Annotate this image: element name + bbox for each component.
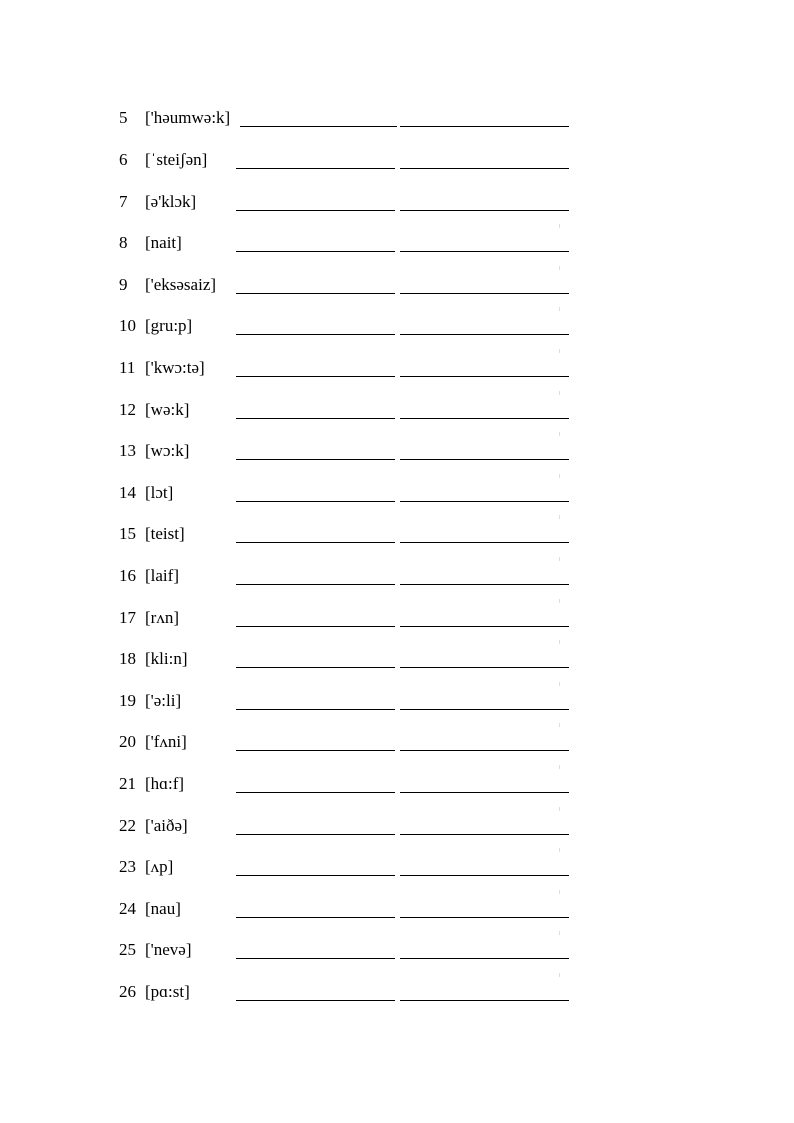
phonetic-transcription: [gru:p]	[145, 316, 193, 335]
answer-blank-word[interactable]	[236, 834, 395, 835]
answer-blank-word[interactable]	[236, 210, 395, 211]
answer-blank-meaning[interactable]	[400, 293, 569, 294]
worksheet-row	[0, 939, 794, 969]
worksheet-row	[0, 232, 794, 262]
item-number: 13	[119, 441, 136, 460]
answer-blank-word[interactable]	[236, 168, 395, 169]
phonetic-transcription: ['həumwə:k]	[145, 108, 231, 127]
item-number: 23	[119, 857, 136, 876]
answer-blank-word[interactable]	[236, 626, 395, 627]
phonetic-transcription: ['ə:li]	[145, 691, 182, 710]
item-number: 11	[119, 358, 136, 377]
item-number: 20	[119, 732, 136, 751]
margin-tick	[559, 765, 560, 769]
answer-blank-word[interactable]	[236, 584, 395, 585]
margin-tick	[559, 848, 560, 852]
margin-tick	[559, 599, 560, 603]
worksheet-row	[0, 981, 794, 1011]
margin-tick	[559, 723, 560, 727]
phonetic-transcription: [kli:n]	[145, 649, 188, 668]
margin-tick	[559, 640, 560, 644]
item-number: 10	[119, 316, 136, 335]
answer-blank-meaning[interactable]	[400, 584, 569, 585]
item-number: 14	[119, 483, 136, 502]
answer-blank-word[interactable]	[236, 667, 395, 668]
answer-blank-word[interactable]	[236, 709, 395, 710]
worksheet-row	[0, 191, 794, 221]
worksheet-row	[0, 523, 794, 553]
answer-blank-word[interactable]	[236, 875, 395, 876]
margin-tick	[559, 557, 560, 561]
margin-tick	[559, 474, 560, 478]
worksheet-row	[0, 607, 794, 637]
phonetic-transcription: [nau]	[145, 899, 181, 918]
margin-tick	[559, 349, 560, 353]
answer-blank-word[interactable]	[236, 459, 395, 460]
worksheet-row	[0, 565, 794, 595]
margin-tick	[559, 224, 560, 228]
phonetic-transcription: [ə'klɔk]	[145, 192, 197, 211]
margin-tick	[559, 973, 560, 977]
margin-tick	[559, 931, 560, 935]
answer-blank-meaning[interactable]	[400, 709, 569, 710]
answer-blank-word[interactable]	[240, 126, 397, 127]
answer-blank-meaning[interactable]	[400, 542, 569, 543]
margin-tick	[559, 682, 560, 686]
phonetic-transcription: ['fʌni]	[145, 732, 187, 751]
answer-blank-meaning[interactable]	[400, 418, 569, 419]
phonetic-transcription: [lɔt]	[145, 483, 174, 502]
answer-blank-word[interactable]	[236, 376, 395, 377]
phonetic-transcription: ['kwɔ:tə]	[145, 358, 205, 377]
worksheet-row	[0, 440, 794, 470]
phonetic-transcription: ['aiðə]	[145, 816, 188, 835]
margin-tick	[559, 391, 560, 395]
worksheet-row	[0, 690, 794, 720]
answer-blank-word[interactable]	[236, 501, 395, 502]
item-number: 16	[119, 566, 136, 585]
answer-blank-meaning[interactable]	[400, 875, 569, 876]
worksheet-row	[0, 149, 794, 179]
margin-tick	[559, 307, 560, 311]
answer-blank-meaning[interactable]	[400, 334, 569, 335]
worksheet-row	[0, 482, 794, 512]
item-number: 8	[119, 233, 128, 252]
answer-blank-word[interactable]	[236, 917, 395, 918]
item-number: 24	[119, 899, 136, 918]
margin-tick	[559, 266, 560, 270]
phonetic-transcription: [nait]	[145, 233, 182, 252]
worksheet-row	[0, 856, 794, 886]
answer-blank-meaning[interactable]	[400, 626, 569, 627]
answer-blank-word[interactable]	[236, 293, 395, 294]
answer-blank-word[interactable]	[236, 542, 395, 543]
answer-blank-meaning[interactable]	[400, 459, 569, 460]
answer-blank-word[interactable]	[236, 958, 395, 959]
item-number: 6	[119, 150, 128, 169]
phonetic-transcription: [wə:k]	[145, 400, 190, 419]
answer-blank-meaning[interactable]	[400, 917, 569, 918]
answer-blank-meaning[interactable]	[400, 834, 569, 835]
margin-tick	[559, 432, 560, 436]
worksheet-row	[0, 815, 794, 845]
phonetic-transcription: ['nevə]	[145, 940, 192, 959]
answer-blank-word[interactable]	[236, 251, 395, 252]
answer-blank-meaning[interactable]	[400, 667, 569, 668]
answer-blank-meaning[interactable]	[400, 210, 569, 211]
phonetic-transcription: [pɑ:st]	[145, 982, 190, 1001]
phonetic-transcription: [laif]	[145, 566, 179, 585]
worksheet-row	[0, 315, 794, 345]
answer-blank-meaning[interactable]	[400, 126, 569, 127]
item-number: 7	[119, 192, 128, 211]
item-number: 15	[119, 524, 136, 543]
worksheet-row	[0, 107, 794, 137]
answer-blank-word[interactable]	[236, 418, 395, 419]
answer-blank-meaning[interactable]	[400, 958, 569, 959]
answer-blank-meaning[interactable]	[400, 251, 569, 252]
answer-blank-word[interactable]	[236, 334, 395, 335]
item-number: 19	[119, 691, 136, 710]
item-number: 21	[119, 774, 136, 793]
item-number: 22	[119, 816, 136, 835]
answer-blank-meaning[interactable]	[400, 168, 569, 169]
phonetic-transcription: [hɑ:f]	[145, 774, 185, 793]
answer-blank-word[interactable]	[236, 1000, 395, 1001]
answer-blank-meaning[interactable]	[400, 1000, 569, 1001]
item-number: 9	[119, 275, 128, 294]
phonetic-transcription: ['eksəsaiz]	[145, 275, 217, 294]
worksheet-row	[0, 898, 794, 928]
item-number: 5	[119, 108, 128, 127]
margin-tick	[559, 807, 560, 811]
phonetic-transcription: [teist]	[145, 524, 185, 543]
answer-blank-meaning[interactable]	[400, 750, 569, 751]
worksheet-row	[0, 648, 794, 678]
answer-blank-meaning[interactable]	[400, 376, 569, 377]
worksheet-row	[0, 357, 794, 387]
margin-tick	[559, 515, 560, 519]
answer-blank-meaning[interactable]	[400, 792, 569, 793]
phonetic-transcription: [rʌn]	[145, 608, 179, 627]
answer-blank-word[interactable]	[236, 750, 395, 751]
worksheet-row	[0, 773, 794, 803]
item-number: 17	[119, 608, 136, 627]
answer-blank-meaning[interactable]	[400, 501, 569, 502]
item-number: 25	[119, 940, 136, 959]
worksheet-row	[0, 731, 794, 761]
margin-tick	[559, 890, 560, 894]
item-number: 12	[119, 400, 136, 419]
item-number: 18	[119, 649, 136, 668]
answer-blank-word[interactable]	[236, 792, 395, 793]
phonetic-transcription: [ˈsteiʃən]	[145, 150, 208, 169]
worksheet-row	[0, 274, 794, 304]
phonetic-transcription: [wɔ:k]	[145, 441, 190, 460]
worksheet-row	[0, 399, 794, 429]
item-number: 26	[119, 982, 136, 1001]
phonetic-transcription: [ʌp]	[145, 857, 174, 876]
